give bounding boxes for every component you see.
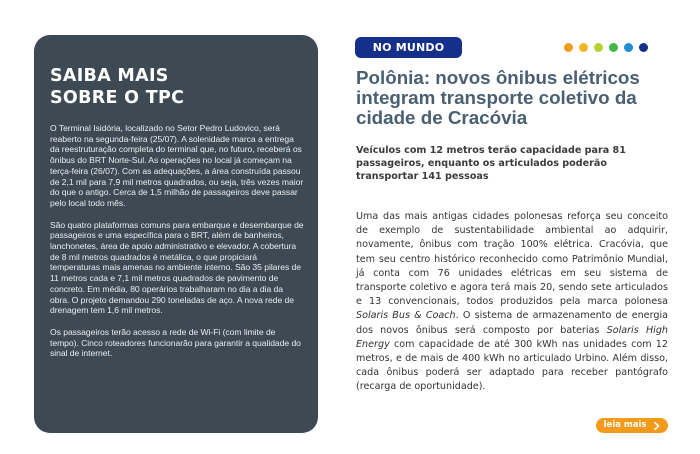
article-headline [356,68,656,128]
headline-line: integram transporte coletivo da [356,87,637,108]
info-box-title-line: SAIBA MAIS [50,66,169,86]
article-text: com capacidade de até 300 kWh nas unidades com 12 metros, e de mais de 400 kWh no articulado Urbino. Além disso, cada ônibus poderá ser adaptado para receber pantógrafo (recarga de oportunidade). [356,338,668,393]
brand-name: Solaris Bus & Coach [356,310,456,322]
info-paragraph: Os passageiros terão acesso a rede de Wi-Fi (com limite de tempo). Cinco roteadores funcionarão para garantir a qualidade do sinal de internet. [50,326,301,359]
info-box [34,35,318,433]
article-body [356,210,668,395]
section-tag: NO MUNDO [355,37,462,58]
headline-line: Polônia: novos ônibus elétricos [356,67,640,88]
color-dot [564,43,573,52]
info-box-title-line: SOBRE O TPC [50,88,185,108]
headline-line: cidade de Cracóvia [356,107,528,128]
article-text: . O sistema de armazenamento de energia dos novos ônibus será composto por baterias [356,310,668,336]
subhead-line: transportar 141 pessoas [356,171,489,182]
article-text: Uma das mais antigas cidades polonesas reforça seu conceito de exemplo de sustentabilidade ambiental ao adquirir, novamente, ônibus com tração 100% elétrica. Cracóvia, que tem seu centro histórico reconhecido como Patrimônio Mundial, já conta com 76 unidades elétricas em seu sistema de transporte coletivo e agora terá mais 20, sendo sete articulados e 13 convencionais, todos produzidos pela marca polonesa [356,211,668,308]
info-box-title [50,65,304,109]
brand-name: Solaris High Energy [356,324,668,350]
color-dots [564,43,648,53]
info-paragraph: São quatro plataformas comuns para embarque e desembarque de passageiros e uma específica para o BRT, além de banheiros, lanchonetes, área de apoio administrativo e elevador. A cobertura de 8 mil metros quadrados é metálica, o que propiciará temperaturas mais amenas no ambiente interno. São 35 pilares de 11 metros cada e 7,1 mil metros quadrados de pavimento de concreto. Em média, 80 operários trabalharam no dia a dia da obra. O projeto demandou 290 toneladas de aço. A nova rede de drenagem tem 1,6 mil metros. [50,219,304,316]
color-dot [624,43,633,52]
color-dot [579,43,588,52]
color-dot [609,43,618,52]
subhead-line: Veículos com 12 metros terão capacidade para 81 [356,145,626,156]
chevron-right-icon [654,422,660,430]
color-dot [639,43,648,52]
subhead-line: passageiros, enquanto os articulados poderão [356,158,607,169]
info-paragraph: O Terminal Isidória, localizado no Setor Pedro Ludovico, será reaberto na segunda-feira (25/07). A solenidade marca a entrega da reestruturação completa do terminal que, no futuro, receberá os ônibus do BRT Norte-Sul. As operações no local já começam na terça-feira (26/07). Com as adequações, a área construída passou de 2,1 mil para 7,9 mil metros quadrados, ou seja, três vezes maior do que o antigo. Cerca de 1,5 milhão de passageiros deve passar pelo local todo mês. [50,123,304,208]
article-subhead [356,144,646,183]
read-more-button[interactable] [596,418,668,433]
color-dot [594,43,603,52]
read-more-label: leia mais [603,420,647,430]
